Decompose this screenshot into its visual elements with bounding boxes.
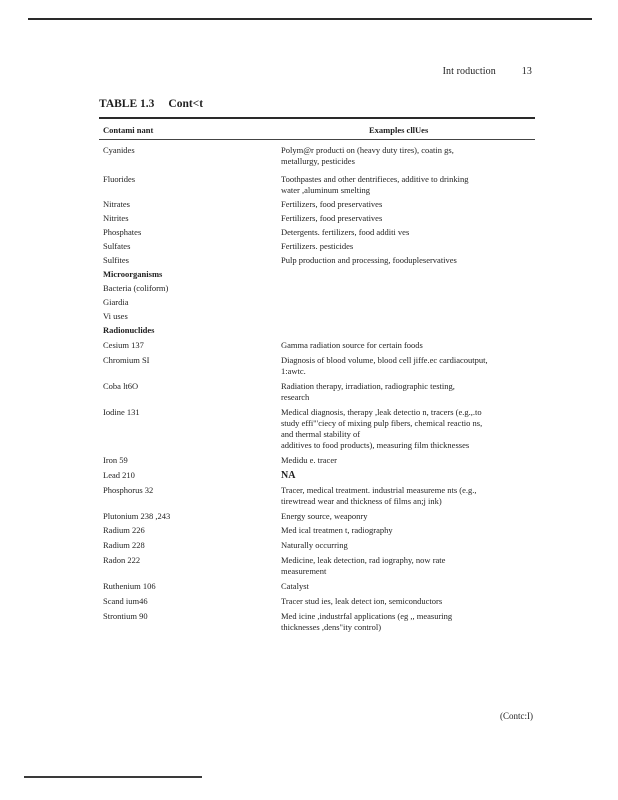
column-header-examples: Examples cllUes	[369, 125, 429, 135]
example-uses	[281, 283, 535, 294]
contaminant-name: Nitrites	[103, 213, 129, 223]
table-caption	[99, 98, 203, 110]
example-uses-line: Naturally occurring	[281, 540, 348, 550]
example-uses	[281, 340, 535, 351]
table-row	[99, 551, 535, 577]
contaminant-name: Cesium 137	[103, 340, 144, 350]
example-uses-line: Fertilizers. pesticides	[281, 241, 354, 251]
example-uses-line: Medidu e. tracer	[281, 455, 337, 465]
example-uses	[281, 325, 535, 336]
example-uses	[281, 241, 535, 252]
example-uses-line: Tracer stud ies, leak detect ion, semiconductors	[281, 596, 443, 606]
example-uses-line: water ,aluminum smelting	[281, 185, 370, 195]
example-uses-line: Energy source, weaponry	[281, 511, 368, 521]
example-uses-line: Fertilizers, food preservatives	[281, 199, 383, 209]
table-row	[99, 481, 535, 507]
example-uses-line: Medicine, leak detection, rad iography, now rate	[281, 555, 446, 565]
contaminant-name: Strontium 90	[103, 611, 148, 621]
table-row	[99, 140, 535, 167]
example-uses	[281, 145, 535, 167]
table-row	[99, 308, 535, 322]
example-uses-line: Toothpastes and other dentrifieces, additive to drinking	[281, 174, 469, 184]
contaminant-name: Vi uses	[103, 311, 128, 321]
example-uses-line: thicknesses ,dens"ity control)	[281, 622, 382, 632]
table-row	[99, 224, 535, 238]
table-row	[99, 577, 535, 592]
example-uses-line: study effi"'ciecy of mixing pulp fibers, chemical reactio ns,	[281, 418, 483, 428]
table-section-heading	[99, 266, 535, 280]
example-uses	[281, 470, 535, 481]
table-row	[99, 522, 535, 536]
example-uses	[281, 525, 535, 536]
running-head-section: Int roduction	[442, 66, 496, 77]
example-uses-line: tirewtread wear and thickness of films an;j ink)	[281, 496, 442, 506]
example-uses	[281, 581, 535, 592]
top-rule	[28, 18, 592, 20]
table-row	[99, 167, 535, 196]
table-body	[99, 140, 535, 633]
example-uses	[281, 311, 535, 322]
table-row	[99, 351, 535, 377]
contaminants-table	[99, 117, 535, 633]
table-row	[99, 592, 535, 607]
contaminant-name: Ruthenium 106	[103, 581, 156, 591]
section-label: Radionuclides	[103, 325, 155, 335]
contaminant-name: Phosphorus 32	[103, 485, 154, 495]
table-row	[99, 536, 535, 551]
contaminant-name: Sulfates	[103, 241, 131, 251]
contaminant-name: Radon 222	[103, 555, 141, 565]
example-uses-line: Med icine ,industrfal applications (eg ,, measuring	[281, 611, 453, 621]
example-uses	[281, 255, 535, 266]
table-caption-label: TABLE 1.3	[99, 98, 155, 110]
example-uses	[281, 611, 535, 633]
table-row	[99, 252, 535, 266]
example-uses	[281, 485, 535, 507]
example-uses	[281, 227, 535, 238]
contaminant-name: Fluorides	[103, 174, 136, 184]
table-row	[99, 280, 535, 294]
contaminant-name: Giardia	[103, 297, 129, 307]
table-caption-suffix: Cont<t	[168, 98, 204, 110]
example-uses-line: NA	[281, 470, 296, 481]
table-row	[99, 451, 535, 466]
example-uses-line: Med ical treatmen t, radiography	[281, 525, 393, 535]
example-uses	[281, 596, 535, 607]
contaminant-name: Bacteria (coliform)	[103, 283, 169, 293]
example-uses-line: additives to food products), measuring film thicknesses	[281, 440, 470, 450]
contaminant-name: Chromium SI	[103, 355, 150, 365]
example-uses	[281, 174, 535, 196]
example-uses	[281, 297, 535, 308]
table-row	[99, 377, 535, 403]
table-row	[99, 210, 535, 224]
example-uses	[281, 407, 535, 451]
table-row	[99, 507, 535, 522]
section-label: Microorganisms	[103, 269, 163, 279]
contaminant-name: Radium 228	[103, 540, 145, 550]
example-uses-line: Tracer, medical treatment. industrial measureme nts (e.g.,	[281, 485, 477, 495]
example-uses-line: metallurgy, pesticides	[281, 156, 355, 166]
example-uses	[281, 455, 535, 466]
table-section-heading	[99, 322, 535, 336]
table-row	[99, 196, 535, 210]
example-uses-line: Catalyst	[281, 581, 309, 591]
contaminant-name: Scand ium46	[103, 596, 148, 606]
contaminant-name: Sulfites	[103, 255, 129, 265]
example-uses-line: 1:awtc.	[281, 366, 306, 376]
example-uses	[281, 381, 535, 403]
contaminant-name: Iron 59	[103, 455, 128, 465]
example-uses	[281, 540, 535, 551]
example-uses	[281, 511, 535, 522]
example-uses-line: measurement	[281, 566, 327, 576]
table-row	[99, 607, 535, 633]
example-uses-line: research	[281, 392, 310, 402]
example-uses	[281, 355, 535, 377]
column-header-contaminant: Contami nant	[103, 125, 154, 135]
example-uses	[281, 269, 535, 280]
contaminant-name: Plutonium 238 ,243	[103, 511, 171, 521]
running-head	[443, 66, 532, 77]
example-uses	[281, 555, 535, 577]
contaminant-name: Iodine 131	[103, 407, 140, 417]
contaminant-name: Radium 226	[103, 525, 145, 535]
example-uses-line: and thermal stability of	[281, 429, 361, 439]
table-row	[99, 238, 535, 252]
example-uses-line: Medical diagnosis, therapy ,leak detectio n, tracers (e.g.,.to	[281, 407, 482, 417]
example-uses-line: Diagnosis of blood volume, blood cell jiffe.ec cardiacoutput,	[281, 355, 488, 365]
example-uses-line: Radiation therapy, irradiation, radiographic testing,	[281, 381, 455, 391]
table-row	[99, 403, 535, 451]
example-uses-line: Polym@r producti on (heavy duty tires), coatin gs,	[281, 145, 454, 155]
contaminant-name: Cyanides	[103, 145, 135, 155]
example-uses-line: Fertilizers, food preservatives	[281, 213, 383, 223]
page-number: 13	[521, 66, 532, 77]
table-row	[99, 294, 535, 308]
contaminant-name: Coba lt6O	[103, 381, 139, 391]
contaminant-name: Phosphates	[103, 227, 142, 237]
table-row	[99, 466, 535, 481]
table-header	[99, 119, 535, 139]
example-uses	[281, 199, 535, 210]
table-row	[99, 336, 535, 351]
example-uses-line: Detergents. fertilizers, food additi ves	[281, 227, 410, 237]
continued-note: (Contc:I)	[500, 711, 533, 721]
example-uses	[281, 213, 535, 224]
example-uses-line: Gamma radiation source for certain foods	[281, 340, 423, 350]
contaminant-name: Nitrates	[103, 199, 130, 209]
example-uses-line: Pulp production and processing, foodupleservatives	[281, 255, 457, 265]
contaminant-name: Lead 210	[103, 470, 135, 480]
bottom-rule	[24, 776, 202, 778]
